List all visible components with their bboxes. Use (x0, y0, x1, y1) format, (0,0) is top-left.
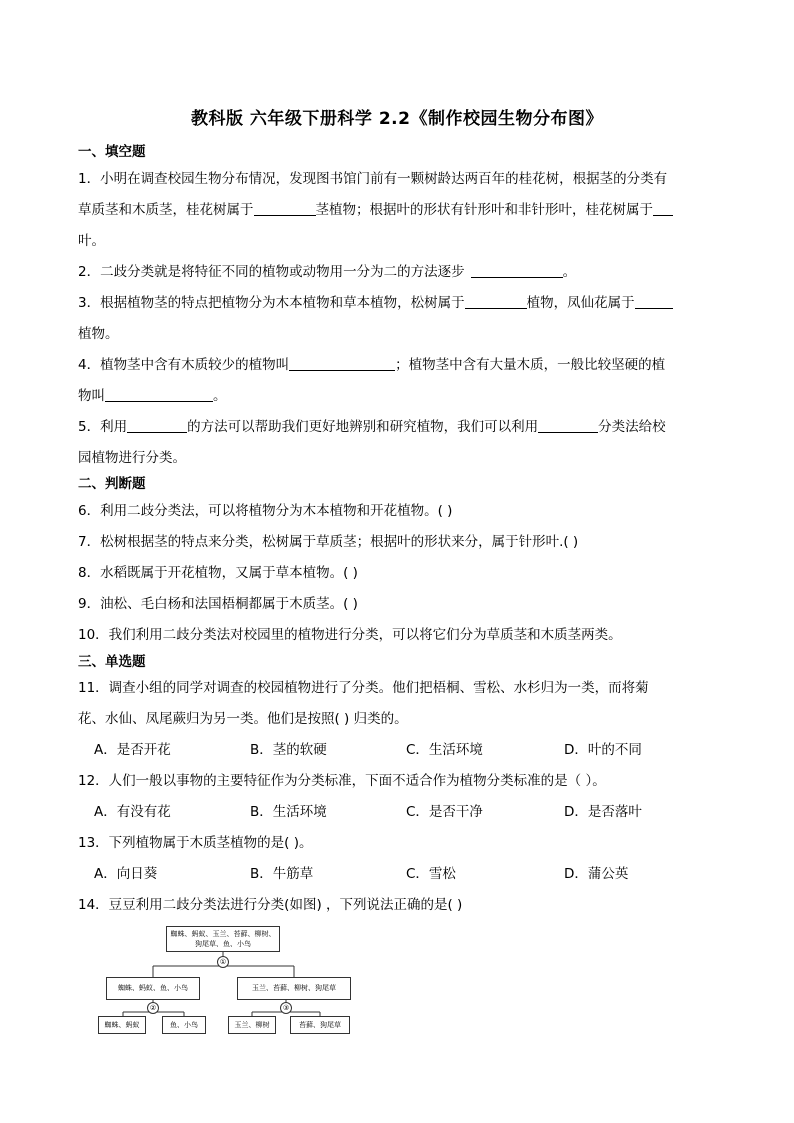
q11-line1: 11．调查小组的同学对调查的校园植物进行了分类。他们把梧桐、雪松、水杉归为一类，而将菊 (78, 680, 649, 696)
q4-text-b: ；植物茎中含有大量木质，一般比较坚硬的植 (395, 357, 666, 373)
q6-line: 6．利用二歧分类法，可以将植物分为木本植物和开花植物。( ) (78, 503, 453, 519)
q9-line: 9．油松、毛白杨和法国梧桐都属于木质茎。( ) (78, 596, 358, 612)
tree-leaf-spider-ant: 蜘蛛、蚂蚁 (98, 1016, 146, 1034)
q3-blank-2[interactable] (635, 295, 673, 309)
q4-text-c: 物叫 (78, 388, 105, 404)
q1-line3: 叶。 (78, 233, 105, 249)
q11-option-d[interactable]: D．叶的不同 (564, 742, 642, 758)
q11-option-a[interactable]: A．是否开花 (94, 742, 171, 758)
q1-text-b: 茎植物；根据叶的形状有针形叶和非针形叶，桂花树属于 (315, 202, 653, 218)
tree-root-node: 蜘蛛、蚂蚁、玉兰、苔藓、柳树、狗尾草、鱼、小鸟 (166, 926, 280, 952)
q2-text-b: 。 (562, 264, 577, 280)
section-single-choice-heading: 三、单选题 (78, 654, 146, 670)
q12-option-a[interactable]: A．有没有花 (94, 804, 171, 820)
q3-line2: 植物。 (78, 326, 119, 342)
tree-step-2-marker: ② (147, 1002, 159, 1014)
q5-blank-1[interactable] (127, 419, 187, 433)
q10-line: 10．我们利用二歧分类法对校园里的植物进行分类，可以将它们分为草质茎和木质茎两类。 (78, 627, 622, 643)
tree-right-node: 玉兰、苔藓、柳树、狗尾草 (237, 977, 351, 1000)
tree-left-node: 蜘蛛、蚂蚁、鱼、小鸟 (106, 977, 200, 1000)
tree-leaf-fish-bird: 鱼、小鸟 (162, 1016, 206, 1034)
q4-blank-2[interactable] (105, 388, 213, 402)
section-fill-blank-heading: 一、填空题 (78, 144, 146, 160)
q1-blank-1[interactable] (254, 202, 316, 216)
q1-text-a: 草质茎和木质茎，桂花树属于 (78, 202, 254, 218)
q5-line1 (78, 415, 666, 435)
q13-option-a[interactable]: A．向日葵 (94, 866, 158, 882)
q2-text-a: 2．二歧分类就是将特征不同的植物或动物用一分为二的方法逐步 (78, 264, 465, 280)
q13-option-d[interactable]: D．蒲公英 (564, 866, 629, 882)
section-true-false-heading: 二、判断题 (78, 476, 146, 492)
q1-line2 (78, 198, 673, 218)
q1-line1: 1．小明在调查校园生物分布情况，发现图书馆门前有一颗树龄达两百年的桂花树，根据茎的分类有 (78, 171, 668, 187)
q4-text-d: 。 (213, 388, 227, 404)
q11-line2: 花、水仙、凤尾蕨归为另一类。他们是按照( ) 归类的。 (78, 711, 408, 727)
q3-blank-1[interactable] (465, 295, 527, 309)
q5-text-c: 分类法给校 (598, 419, 666, 435)
q8-line: 8．水稻既属于开花植物，又属于草本植物。( ) (78, 565, 358, 581)
q5-line2: 园植物进行分类。 (78, 450, 186, 466)
q5-blank-2[interactable] (538, 419, 598, 433)
q13-option-b[interactable]: B．牛筋草 (250, 866, 314, 882)
q12-line1: 12．人们一般以事物的主要特征作为分类标准，下面不适合作为植物分类标准的是（ ）。 (78, 773, 606, 789)
page-title: 教科版 六年级下册科学 2.2《制作校园生物分布图》 (191, 109, 603, 129)
tree-leaf-magnolia-willow: 玉兰、柳树 (228, 1016, 276, 1034)
q3-line1 (78, 291, 673, 311)
q7-line: 7．松树根据茎的特点来分类，松树属于草质茎；根据叶的形状来分，属于针形叶.( ) (78, 534, 579, 550)
q1-blank-2[interactable] (653, 202, 673, 216)
tree-step-1-marker: ① (217, 956, 229, 968)
q13-option-c[interactable]: C．雪松 (406, 866, 456, 882)
q11-option-c[interactable]: C．生活环境 (406, 742, 483, 758)
tree-leaf-moss-foxtail: 苔藓、狗尾草 (290, 1016, 350, 1034)
q4-text-a: 4．植物茎中含有木质较少的植物叫 (78, 357, 290, 373)
q2-line (78, 260, 576, 280)
q12-option-d[interactable]: D．是否落叶 (564, 804, 642, 820)
q4-blank-1[interactable] (289, 357, 395, 371)
q2-blank[interactable] (471, 264, 563, 278)
q3-text-b: 植物，凤仙花属于 (526, 295, 635, 311)
q12-option-b[interactable]: B．生活环境 (250, 804, 327, 820)
tree-step-3-marker: ③ (280, 1002, 292, 1014)
q3-text-a: 3．根据植物茎的特点把植物分为木本植物和草本植物，松树属于 (78, 295, 465, 311)
q13-line1: 13．下列植物属于木质茎植物的是( )。 (78, 835, 313, 851)
q5-text-b: 的方法可以帮助我们更好地辨别和研究植物，我们可以利用 (187, 419, 539, 435)
q4-line1 (78, 353, 665, 373)
q12-option-c[interactable]: C．是否干净 (406, 804, 483, 820)
q5-text-a: 5．利用 (78, 419, 128, 435)
q4-line2 (78, 384, 227, 404)
q14-line1: 14．豆豆利用二歧分类法进行分类(如图) ，下列说法正确的是( ) (78, 897, 463, 913)
q11-option-b[interactable]: B．茎的软硬 (250, 742, 327, 758)
